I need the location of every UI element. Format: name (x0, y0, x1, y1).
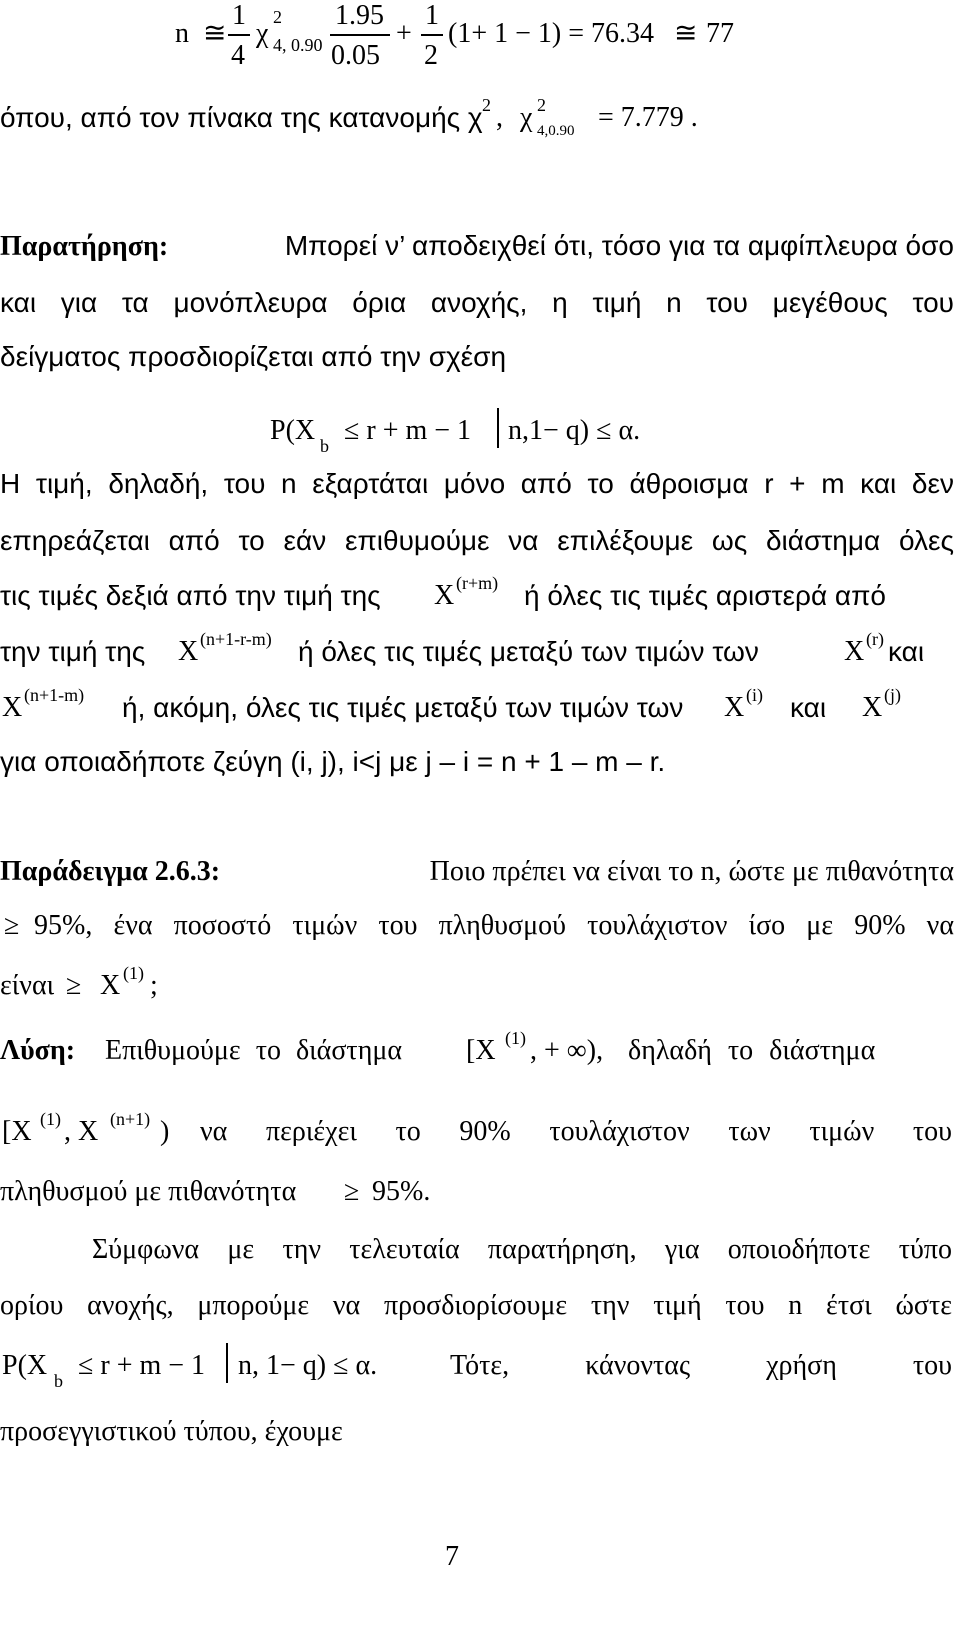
solution-line3-end: 95%. (372, 1176, 431, 1207)
example-line3-end: ; (150, 970, 158, 1001)
plus-sign: + (396, 18, 412, 49)
remark-formula-sub: b (320, 436, 329, 456)
para1-line5-b: και (790, 692, 827, 723)
para1-line4-X: X (178, 636, 199, 667)
chi-line-sup1: 2 (482, 95, 491, 115)
interval1-sup: (1) (505, 1028, 526, 1048)
solution-line1-a: Επιθυμούμε το διάστημα (105, 1035, 403, 1066)
frac2-denominator: 0.05 (331, 40, 380, 71)
frac2-numerator: 1.95 (335, 0, 384, 31)
para1-line-1 (0, 468, 954, 500)
example-line-2: 95%, ένα ποσοστό τιμών του πληθυσμού τουλάχιστον ίσο με 90% να (34, 910, 954, 941)
remark-line2-text: και για τα μονόπλευρα όρια ανοχής, η τιμή n του μεγέθους του (0, 287, 954, 318)
example-geq-2: ≥ (66, 970, 82, 1001)
word: τιμών (809, 1116, 875, 1147)
solution-formula-sub: b (54, 1371, 63, 1391)
solution-formula-left: P(X (2, 1350, 48, 1381)
chi-line-sub: 4,0.90 (537, 123, 575, 139)
word: να (200, 1116, 228, 1147)
frac2-bar (330, 34, 390, 36)
chi-symbol: χ (256, 18, 269, 49)
frac1-numerator: 1 (232, 0, 246, 31)
solution-geq: ≥ (344, 1176, 360, 1207)
solution-line-2-words (200, 1118, 952, 1146)
para1-line2-text: επηρεάζεται από το εάν επιθυμούμε να επιλέξουμε ως διάστημα όλες (0, 525, 954, 556)
remark-line-2 (0, 287, 954, 319)
para1-line3-b: ή όλες τις τιμές αριστερά από (524, 580, 887, 611)
word: του (912, 1116, 952, 1147)
para1-line5-sup3: (j) (884, 685, 901, 705)
chi-line-comma: , (496, 102, 503, 133)
chi-line-eq: = 7.779 . (598, 102, 698, 133)
frac1-denominator: 4 (231, 40, 245, 71)
remark-formula-left: P(X (270, 415, 316, 446)
interval2-sup2: (n+1) (110, 1109, 151, 1129)
para1-line3-a: τις τιμές δεξιά από την τιμή της (0, 580, 381, 611)
example-line1-rest: Ποιο πρέπει να είναι το n, ώστε με πιθανότητα (429, 856, 954, 887)
remark-formula-mid: ≤ r + m − 1 (344, 415, 472, 446)
interval1-open: [X (466, 1035, 496, 1066)
remark-line1-rest: Μπορεί ν’ αποδειχθεί ότι, τόσο για τα αμφίπλευρα όσο (284, 230, 954, 261)
para1-line5-a: ή, ακόμη, όλες τις τιμές μεταξύ των τιμών των (122, 692, 684, 723)
frac3-bar (421, 34, 443, 36)
para1-line3-sup: (r+m) (456, 573, 499, 593)
formula-result: 77 (706, 18, 734, 49)
chi-line-text: όπου, από τον πίνακα της κατανομής χ (0, 102, 483, 133)
para1-line5-X3: X (862, 692, 883, 723)
word: χρήση (766, 1350, 837, 1381)
solution-formula-right: n, 1− q) ≤ α. (238, 1350, 378, 1381)
word: Τότε, (450, 1350, 510, 1381)
formula-paren-result: (1+ 1 − 1) = 76.34 (448, 18, 655, 49)
para1-line1-text: Η τιμή, δηλαδή, του n εξαρτάται μόνο από το άθροισμα r + m και δεν (0, 468, 954, 499)
para1-line4-sup2: (r) (866, 629, 884, 649)
formula-approx-2: ≅ (674, 18, 698, 49)
word: κάνοντας (585, 1350, 691, 1381)
formula-approx: ≅ (203, 18, 227, 49)
solution-formula-mid: ≤ r + m − 1 (78, 1350, 206, 1381)
interval2-close: ) (160, 1116, 170, 1147)
para1-line4-sup: (n+1-r-m) (200, 629, 272, 649)
chi-line-sup2: 2 (537, 95, 546, 115)
para1-line4-b: ή όλες τις τιμές μεταξύ των τιμών των (298, 636, 759, 667)
example-line3-sup: (1) (123, 963, 144, 983)
word: του (912, 1350, 952, 1381)
para1-line4-c: και (888, 636, 925, 667)
example-label: Παράδειγμα 2.6.3: (0, 856, 221, 887)
conditional-bar-2 (226, 1343, 228, 1383)
chi-subscript: 4, 0.90 (273, 35, 323, 55)
solution-line-6-words (450, 1352, 952, 1380)
example-line-1 (0, 856, 954, 888)
interval2-open: [X (2, 1116, 32, 1147)
solution-label: Λύση: (0, 1035, 76, 1066)
page-number: 7 (445, 1541, 459, 1572)
example-geq-1: ≥ (4, 910, 20, 941)
solution-line-5: ορίου ανοχής, μπορούμε να προσδιορίσουμε την τιμή του n έτσι ώστε (0, 1290, 952, 1321)
word: το (395, 1116, 421, 1147)
remark-formula-right: n,1− q) ≤ α. (508, 415, 641, 446)
para1-line5-sup2: (i) (746, 685, 763, 705)
para1-line5-sup: (n+1-m) (24, 685, 85, 705)
remark-label: Παρατήρηση: (0, 231, 169, 262)
remark-line-1 (0, 230, 954, 263)
word: 90% (459, 1116, 511, 1147)
solution-line-3: πληθυσμού με πιθανότητα (0, 1176, 297, 1207)
para1-line4-a: την τιμή της (0, 636, 146, 667)
para1-line4-X2: X (844, 636, 865, 667)
solution-line-7: προσεγγιστικού τύπου, έχουμε (0, 1416, 343, 1447)
remark-line-3: δείγματος προσδιορίζεται από την σχέση (0, 341, 507, 372)
frac3-numerator: 1 (425, 0, 439, 31)
frac1-bar (228, 34, 250, 36)
formula-n: n (175, 18, 189, 49)
interval2-sup1: (1) (40, 1109, 61, 1129)
para1-line5-X2: X (724, 692, 745, 723)
para1-line5-X: X (2, 692, 23, 723)
word: περιέχει (265, 1116, 357, 1147)
solution-line1-b: δηλαδή το διάστημα (628, 1035, 876, 1066)
example-line3-X: X (100, 970, 121, 1001)
word: των (728, 1116, 771, 1147)
interval2-mid: , X (64, 1116, 99, 1147)
solution-line-4: Σύμφωνα με την τελευταία παρατήρηση, για οποιοδήποτε τύπο (92, 1234, 952, 1265)
para1-line-6: για οποιαδήποτε ζεύγη (i, j), i<j με j – i = n + 1 – m – r. (0, 746, 666, 777)
interval1-close: , + ∞), (530, 1035, 604, 1066)
word: τουλάχιστον (549, 1116, 690, 1147)
chi-superscript: 2 (273, 7, 282, 27)
frac3-denominator: 2 (424, 40, 438, 71)
para1-line3-X: X (434, 580, 455, 611)
conditional-bar (497, 408, 499, 448)
para1-line-2 (0, 525, 954, 557)
chi-line-chi: χ (520, 102, 533, 133)
example-line3-a: είναι (0, 970, 55, 1001)
